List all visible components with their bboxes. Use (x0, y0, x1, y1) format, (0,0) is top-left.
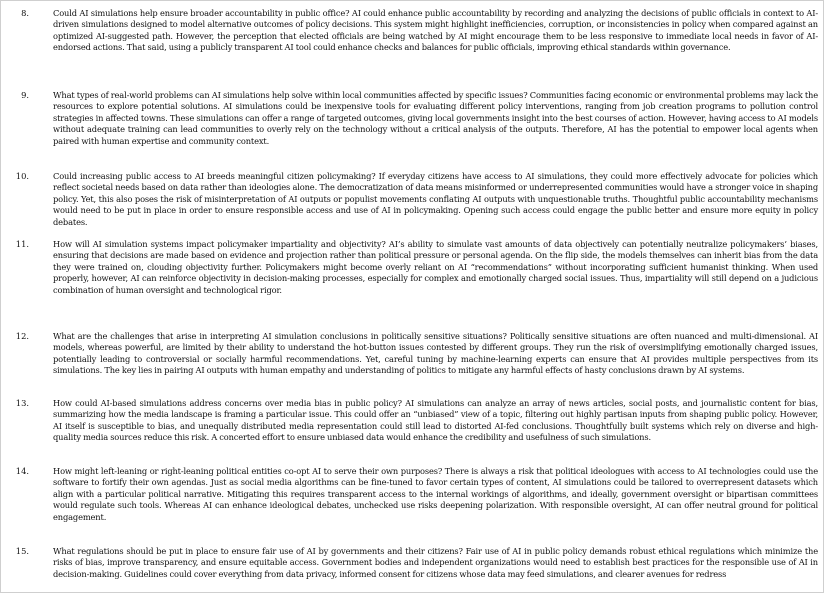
item-number: 10. (15, 171, 29, 181)
item-number: 15. (15, 546, 29, 556)
item-text: Could AI simulations help ensure broader accountability in public office? AI could enhance public accountability by recording and analyzing the decisions of public officials in context to AI-driven simulations designed to model alternative outcomes of policy decisions. This system might highlight inefficiencies, corruption, or inconsistencies in policy when compared against an optimized AI-suggested path. However, the perception that elected officials are being watched by AI might encourage them to be less responsive to immediate local needs in favor of AI-endorsed actions. That said, using a publicly transparent AI tool could enhance checks and balances for public officials, improving ethical standards within governance. (53, 8, 818, 53)
item-text: How could AI-based simulations address concerns over media bias in public policy? AI simulations can analyze an array of news articles, social posts, and journalistic content for bias, summarizing how the media landscape is framing a particular issue. This could offer an “unbiased” view of a topic, filtering out highly partisan inputs from shaping public policy. However, AI itself is susceptible to bias, and unequally distributed media representation could still lead to distorted AI-fed conclusions. Thoughtfully built systems which rely on diverse and high-quality media sources reduce this risk. A concerted effort to ensure unbiased data would enhance the credibility and usefulness of such simulations. (53, 398, 818, 443)
item-number: 14. (15, 466, 29, 476)
item-number: 12. (15, 331, 29, 341)
item-number: 8. (21, 8, 29, 18)
item-text: How might left-leaning or right-leaning political entities co-opt AI to serve their own purposes? There is always a risk that political ideologues with access to AI technologies could use the software to fortify their own agendas. Just as social media algorithms can be fine-tuned to favor certain types of content, AI simulations could be tailored to overrepresent datasets which align with a particular political narrative. Mitigating this requires transparent access to the internal workings of algorithms, and ideally, government oversight or bipartisan committees would regulate such tools. Whereas AI can enhance ideological debates, unchecked use risks deepening polarization. With responsible oversight, AI can offer neutral ground for political engagement. (53, 466, 818, 522)
item-number: 9. (21, 90, 29, 100)
item-text: What are the challenges that arise in interpreting AI simulation conclusions in politically sensitive situations? Politically sensitive situations are often nuanced and multi-dimensional. AI models, whereas powerful, are limited by their ability to understand the hot-button issues contested by different groups. They run the risk of oversimplifying emotionally charged issues, potentially leading to controversial or socially harmful recommendations. Yet, careful tuning by machine-learning experts can ensure that AI provides multiple perspectives from its simulations. The key lies in pairing AI outputs with human empathy and understanding of politics to mitigate any harmful effects of hasty conclusions drawn by AI systems. (53, 331, 818, 376)
item-text: How will AI simulation systems impact policymaker impartiality and objectivity? AI’s ability to simulate vast amounts of data objectively can potentially neutralize policymakers’ biases, ensuring that decisions are made based on evidence and projection rather than political pressure or personal agenda. On the flip side, the models themselves can inherit bias from the data they were trained on, clouding objectivity further. Policymakers might become overly reliant on AI “recommendations” without incorporating sufficient humanist thinking. When used properly, however, AI can reinforce objectivity in decision-making processes, especially for complex and emotionally charged social issues. Thus, impartiality will still depend on a judicious combination of human oversight and technological rigor. (53, 239, 818, 295)
item-text: What types of real-world problems can AI simulations help solve within local communities affected by specific issues? Communities facing economic or environmental problems may lack the resources to explore potential solutions. AI simulations could be inexpensive tools for evaluating different policy interventions, ranging from job creation programs to pollution control strategies in affected towns. These simulations can offer a range of targeted outcomes, giving local governments insight into the best courses of action. However, having access to AI models without adequate training can lead communities to overly rely on the technology without a critical analysis of the outputs. Therefore, AI has the potential to empower local agents when paired with human expertise and community context. (53, 90, 818, 146)
item-text: What regulations should be put in place to ensure fair use of AI by governments and their citizens? Fair use of AI in public policy demands robust ethical regulations which minimize the risks of bias, improve transparency, and ensure equitable access. Government bodies and independent organizations would need to establish best practices for the responsible use of AI in decision-making. Guidelines could cover everything from data privacy, informed consent for citizens whose data may feed simulations, and clearer avenues for redress (53, 546, 818, 579)
item-number: 11. (15, 239, 29, 249)
item-number: 13. (15, 398, 29, 408)
item-text: Could increasing public access to AI breeds meaningful citizen policymaking? If everyday citizens have access to AI simulations, they could more effectively advocate for policies which reflect societal needs based on data rather than ideologies alone. The democratization of data means misinformed or underrepresented communities would have a stronger voice in shaping policy. Yet, this also poses the risk of misinterpretation of AI outputs or populist movements conflating AI outputs with unquestionable truths. Thoughtful public accountability mechanisms would need to be put in place in order to ensure responsible access and use of AI in policymaking. Opening such access could engage the public better and ensure more equity in policy debates. (53, 171, 818, 227)
